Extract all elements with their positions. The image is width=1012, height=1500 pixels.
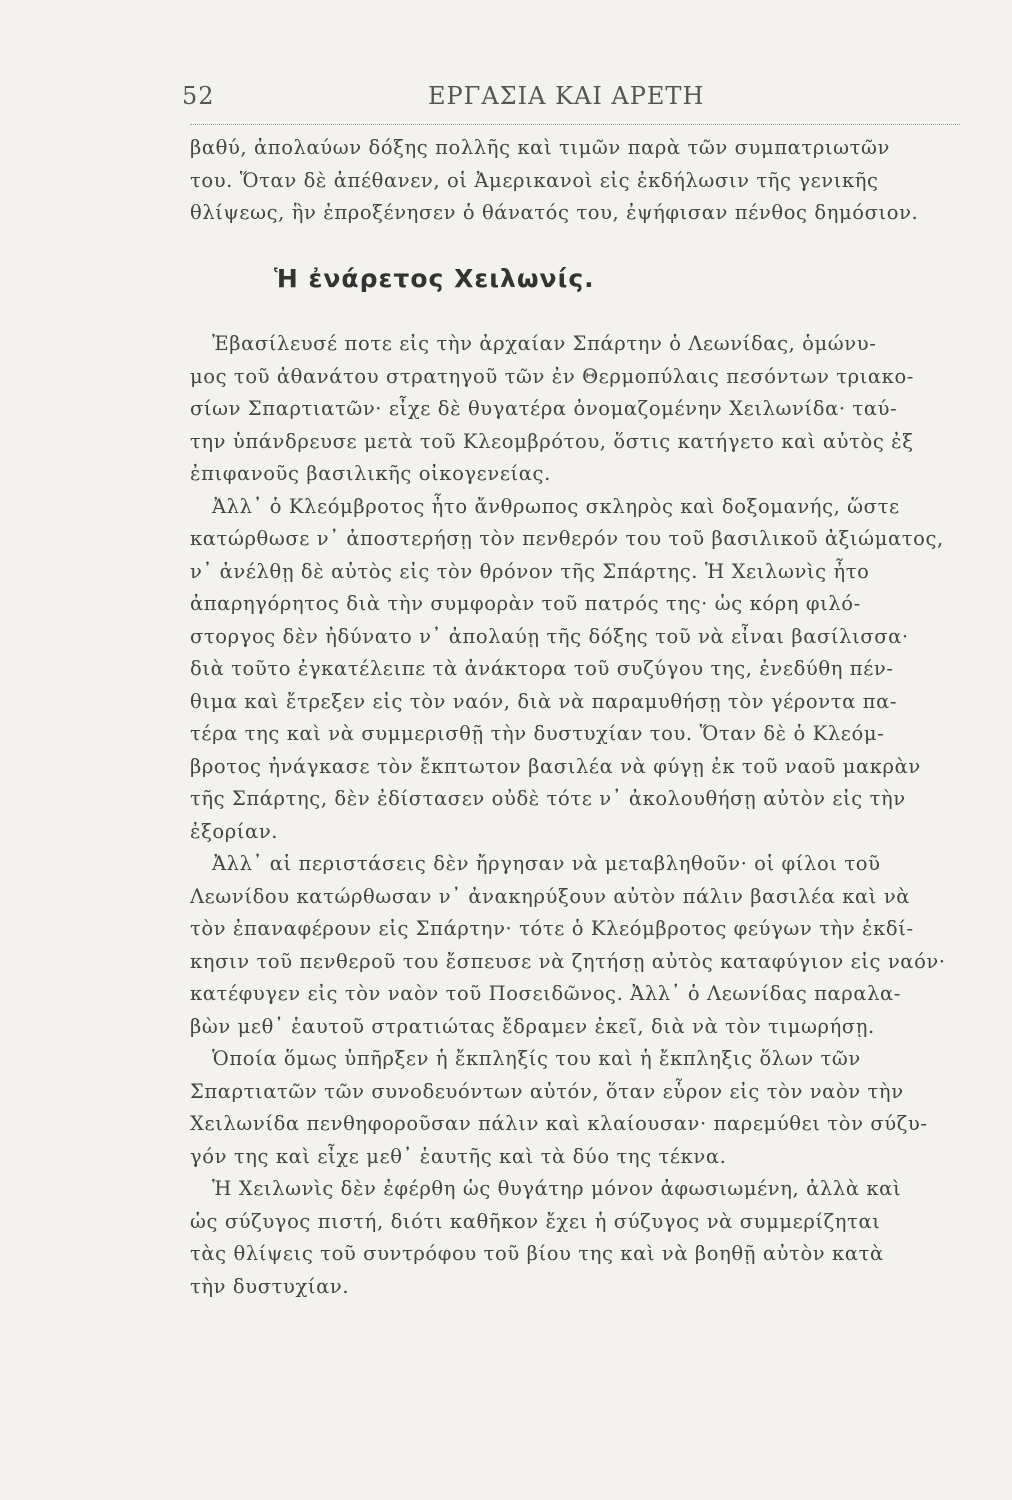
text-line: του. Ὅταν δὲ ἀπέθανεν, οἱ Ἀμερικανοὶ εἰς ἐκδήλωσιν τῆς γενικῆς [190, 168, 879, 192]
text-line: ἐπιφανοῦς βασιλικῆς οἰκογενείας. [190, 462, 551, 485]
text-line: τὰς θλίψεις τοῦ συντρόφου τοῦ βίου της καὶ νὰ βοηθῇ αὐτὸν κατὰ [190, 1242, 884, 1265]
text-line: διὰ τοῦτο ἐγκατέλειπε τὰ ἀνάκτορα τοῦ συζύγου της, ἐνεδύθη πέν- [190, 657, 894, 680]
text-line: θιμα καὶ ἔτρεξεν εἰς τὸν ναόν, διὰ νὰ παραμυθήσῃ τὸν γέροντα πα- [190, 689, 898, 713]
text-line: την ὑπάνδρευσε μετὰ τοῦ Κλεομβρότου, ὅστις κατήγετο καὶ αὐτὸς ἐξ [190, 429, 914, 453]
text-line: βροτος ἠνάγκασε τὸν ἔκπτωτον βασιλέα νὰ φύγῃ ἐκ τοῦ ναοῦ μακρὰν [190, 754, 921, 778]
text-line: Ἀλλ᾽ ὁ Κλεόμβροτος ἦτο ἄνθρωπος σκληρὸς καὶ δοξομανής, ὥστε [212, 494, 900, 518]
text-line: σίων Σπαρτιατῶν· εἶχε δὲ θυγατέρα ὀνομαζομένην Χειλωνίδα· ταύ- [190, 397, 898, 420]
text-line: Λεωνίδου κατώρθωσαν ν᾽ ἀνακηρύξουν αὐτὸν πάλιν βασιλέα καὶ νὰ [190, 884, 911, 908]
text-line: βαθύ, ἀπολαύων δόξης πολλῆς καὶ τιμῶν παρὰ τῶν συμπατριωτῶν [190, 136, 890, 159]
text-line: Ἀλλ᾽ αἱ περιστάσεις δὲν ἤργησαν νὰ μεταβληθοῦν· οἱ φίλοι τοῦ [212, 852, 881, 875]
text-line: Ἐβασίλευσέ ποτε εἰς τὴν ἀρχαίαν Σπάρτην ὁ Λεωνίδας, ὁμώνυ- [212, 332, 877, 355]
text-line: θλίψεως, ἣν ἐπροξένησεν ὁ θάνατός του, ἐψήφισαν πένθος δημόσιον. [190, 201, 919, 224]
text-line: Σπαρτιατῶν τῶν συνοδευόντων αὐτόν, ὅταν εὗρον εἰς τὸν ναὸν τὴν [190, 1079, 904, 1103]
intro-paragraph [190, 132, 960, 230]
running-title: ΕΡΓΑΣΙΑ ΚΑΙ ΑΡΕΤΗ [428, 82, 705, 110]
text-line: κησιν τοῦ πενθεροῦ του ἔσπευσε νὰ ζητήσῃ αὐτὸς καταφύγιον εἰς ναόν· [190, 949, 946, 973]
text-line: κατώρθωσε ν᾽ ἀποστερήσῃ τὸν πενθερόν του τοῦ βασιλικοῦ ἀξιώματος, [190, 527, 944, 550]
section-heading: Ἡ ἐνάρετος Χειλωνίς. [274, 264, 595, 293]
section-body [190, 328, 960, 1303]
text-line: βὼν μεθ᾽ ἑαυτοῦ στρατιώτας ἔδραμεν ἐκεῖ, διὰ νὰ τὸν τιμωρήσῃ. [190, 1014, 875, 1038]
text-line: τῆς Σπάρτης, δὲν ἐδίστασεν οὐδὲ τότε ν᾽ ἀκολουθήσῃ αὐτὸν εἰς τὴν [190, 787, 906, 810]
text-line: ν᾽ ἀνέλθῃ δὲ αὐτὸς εἰς τὸν θρόνον τῆς Σπάρτης. Ἡ Χειλωνὶς ἦτο [190, 559, 870, 583]
text-line: Ὁποία ὅμως ὑπῆρξεν ἡ ἔκπληξίς του καὶ ἡ ἔκπληξις ὅλων τῶν [212, 1047, 861, 1070]
header-divider [190, 124, 960, 125]
text-line: Ἡ Χειλωνὶς δὲν ἐφέρθη ὡς θυγάτηρ μόνον ἀφωσιωμένη, ἀλλὰ καὶ [212, 1177, 902, 1200]
text-line: τέρα της καὶ νὰ συμμερισθῇ τὴν δυστυχίαν του. Ὅταν δὲ ὁ Κλεόμ- [190, 722, 885, 745]
page-number: 52 [182, 82, 215, 110]
text-line: τὴν δυστυχίαν. [190, 1274, 350, 1298]
text-line: ἐξορίαν. [190, 819, 279, 843]
text-line: τὸν ἐπαναφέρουν εἰς Σπάρτην· τότε ὁ Κλεόμβροτος φεύγων τὴν ἐκδί- [190, 917, 914, 940]
text-line: ἀπαρηγόρητος διὰ τὴν συμφορὰν τοῦ πατρός της· ὡς κόρη φιλό- [190, 592, 861, 615]
page-header [182, 82, 962, 118]
text-line: γόν της καὶ εἶχε μεθ᾽ ἑαυτῆς καὶ τὰ δύο της τέκνα. [190, 1144, 727, 1168]
text-line: στοργος δὲν ἠδύνατο ν᾽ ἀπολαύῃ τῆς δόξης τοῦ νὰ εἶναι βασίλισσα· [190, 624, 909, 648]
text-line: ὡς σύζυγος πιστή, διότι καθῆκον ἔχει ἡ σύζυγος νὰ συμμερίζηται [190, 1209, 881, 1233]
text-line: Χειλωνίδα πενθηφοροῦσαν πάλιν καὶ κλαίουσαν· παρεμύθει τὸν σύζυ- [190, 1112, 928, 1135]
text-line: κατέφυγεν εἰς τὸν ναὸν τοῦ Ποσειδῶνος. Ἀλλ᾽ ὁ Λεωνίδας παραλα- [190, 982, 901, 1005]
text-line: μος τοῦ ἀθανάτου στρατηγοῦ τῶν ἐν Θερμοπύλαις πεσόντων τριακο- [190, 364, 914, 388]
